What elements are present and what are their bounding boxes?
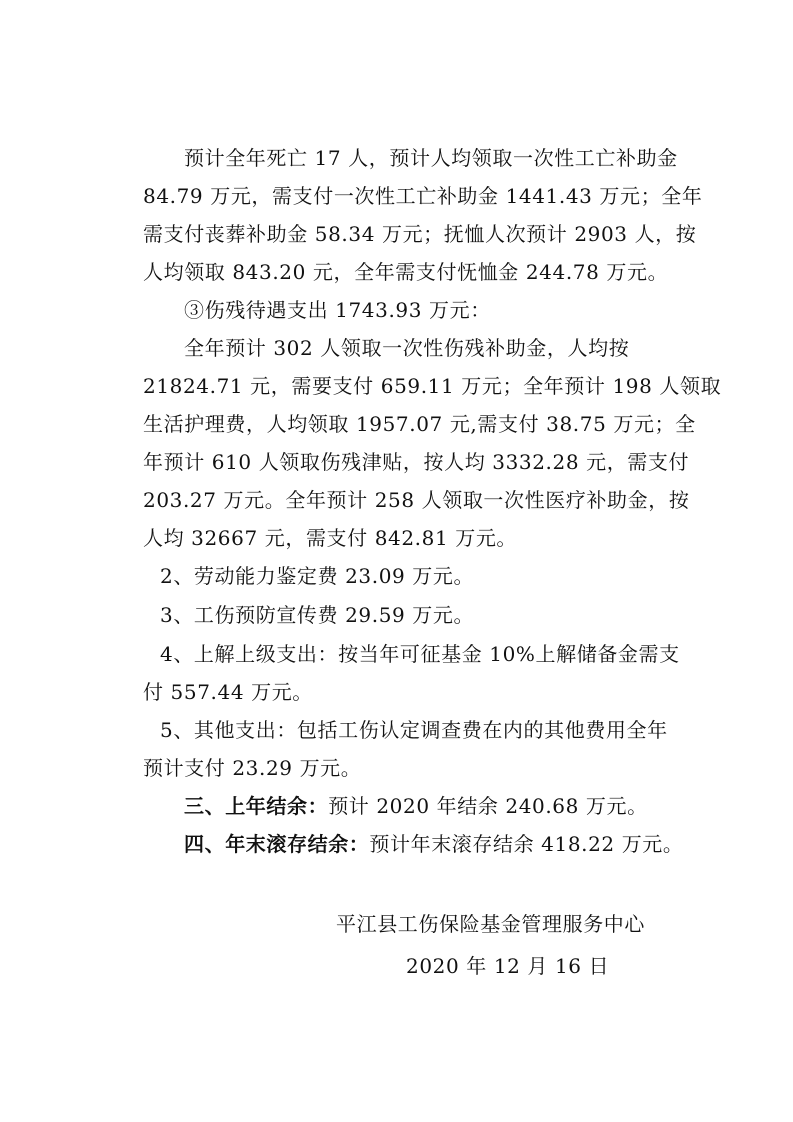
prior-year-balance-heading: 三、上年结余： bbox=[184, 794, 329, 818]
para3-line2: 21824.71 元，需要支付 659.11 万元；全年预计 198 人领取 bbox=[143, 374, 722, 398]
year-end-balance bbox=[184, 832, 684, 856]
prior-year-balance-text: 预计 2020 年结余 240.68 万元。 bbox=[328, 794, 648, 818]
para1-line2: 84.79 万元，需支付一次性工亡补助金 1441.43 万元；全年 bbox=[143, 184, 703, 208]
item2-line: 2、劳动能力鉴定费 23.09 万元。 bbox=[160, 564, 475, 588]
para3-line6: 人均 32667 元，需支付 842.81 万元。 bbox=[143, 526, 518, 550]
signature-org: 平江县工伤保险基金管理服务中心 bbox=[336, 912, 645, 936]
para1-line1: 预计全年死亡 17 人，预计人均领取一次性工亡补助金 bbox=[184, 146, 678, 170]
year-end-balance-text: 预计年末滚存结余 418.22 万元。 bbox=[369, 832, 684, 856]
item4-line2: 付 557.44 万元。 bbox=[143, 680, 313, 704]
item3-line: 3、工伤预防宣传费 29.59 万元。 bbox=[160, 603, 475, 627]
para1-line4: 人均领取 843.20 元，全年需支付怃恤金 244.78 万元。 bbox=[143, 260, 669, 284]
disability-heading: ③伤残待遇支出 1743.93 万元： bbox=[184, 298, 491, 322]
year-end-balance-heading: 四、年末滚存结余： bbox=[184, 832, 370, 856]
item4-line1: 4、上解上级支出：按当年可征基金 10%上解储备金需支 bbox=[160, 642, 680, 666]
para1-line3: 需支付丧葬补助金 58.34 万元；抚恤人次预计 2903 人，按 bbox=[143, 222, 697, 246]
item5-line1: 5、其他支出：包括工伤认定调查费在内的其他费用全年 bbox=[160, 718, 668, 742]
item5-line2: 预计支付 23.29 万元。 bbox=[143, 756, 362, 780]
para3-line4: 年预计 610 人领取伤残津贴，按人均 3332.28 元，需支付 bbox=[143, 450, 690, 474]
para3-line1: 全年预计 302 人领取一次性伤残补助金，人均按 bbox=[184, 336, 630, 360]
para3-line5: 203.27 万元。全年预计 258 人领取一次性医疗补助金，按 bbox=[143, 488, 690, 512]
para3-line3: 生活护理费，人均领取 1957.07 元,需支付 38.75 万元；全 bbox=[143, 412, 696, 436]
prior-year-balance bbox=[184, 794, 648, 818]
signature-date: 2020 年 12 月 16 日 bbox=[406, 954, 610, 978]
